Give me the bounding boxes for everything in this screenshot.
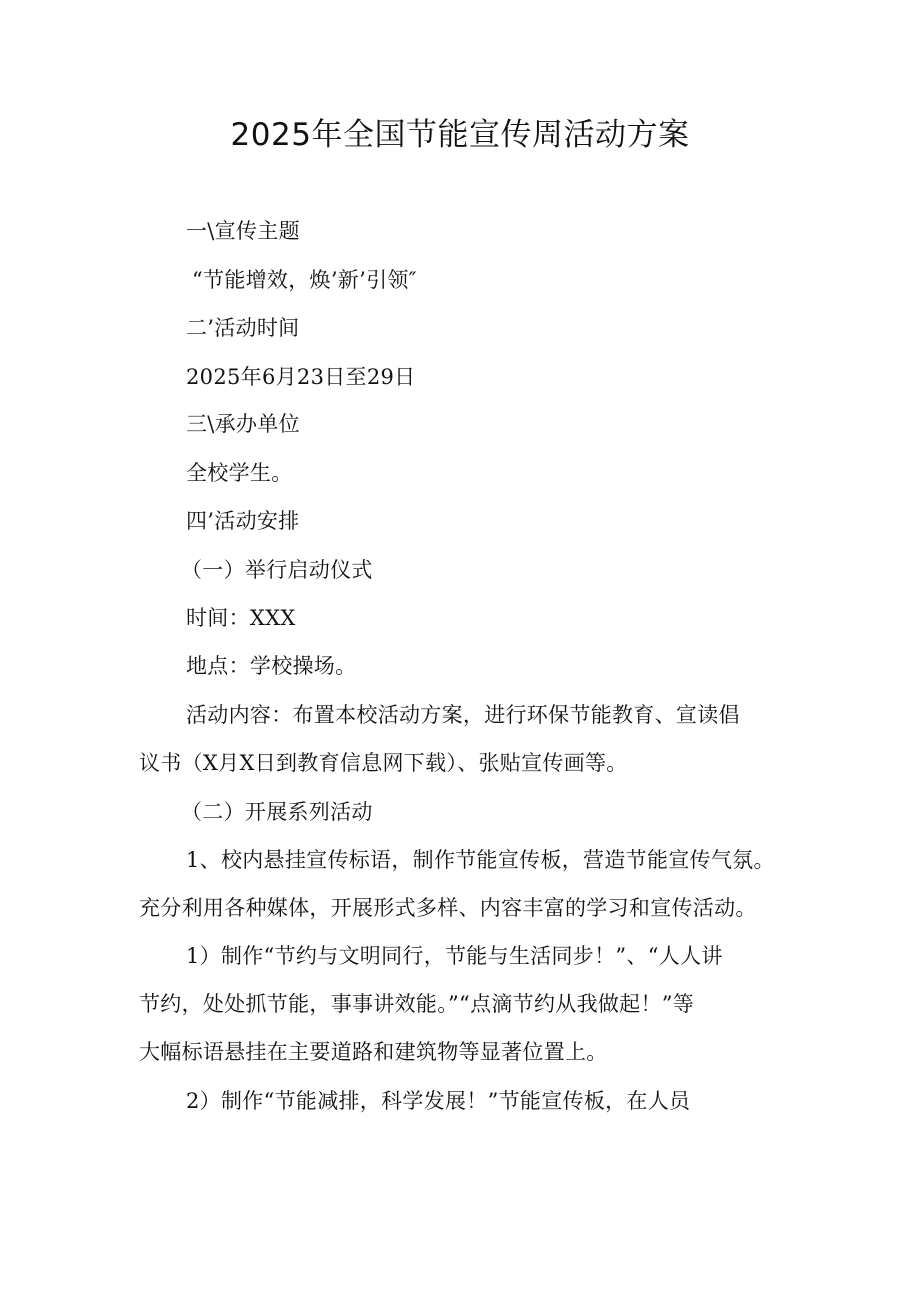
paragraph-line: 大幅标语悬挂在主要道路和建筑物等显著位置上。 [139, 1040, 608, 1064]
paragraph-line: 1）制作“节约与文明同行，节能与生活同步！”、“人人讲 [186, 944, 723, 968]
ceremony-time: 时间：XXX [186, 606, 296, 630]
paragraph-line: 1、校内悬挂宣传标语，制作节能宣传板，营造节能宣传气氛。 [186, 848, 775, 872]
theme-slogan: “节能增效，焕’新’引领″ [192, 268, 417, 292]
paragraph-line: 议书（X月X日到教育信息网下载）、张贴宣传画等。 [139, 751, 628, 775]
ceremony-location: 地点：学校操场。 [186, 654, 357, 678]
event-date: 2025年6月23日至29日 [186, 365, 416, 389]
section-heading-schedule: 四’活动安排 [186, 509, 300, 533]
subheading-launch-ceremony: （一）举行启动仪式 [181, 558, 373, 582]
paragraph-line: 充分利用各种媒体，开展形式多样、内容丰富的学习和宣传活动。 [139, 896, 757, 920]
section-heading-theme: 一\宣传主题 [186, 219, 300, 243]
paragraph-line: 活动内容：布置本校活动方案，进行环保节能教育、宣读倡 [186, 703, 740, 727]
section-heading-organizer: 三\承办单位 [186, 412, 300, 436]
document-title: 2025年全国节能宣传周活动方案 [230, 117, 690, 153]
section-heading-time: 二’活动时间 [186, 316, 300, 340]
subheading-activities: （二）开展系列活动 [181, 800, 373, 824]
paragraph-line: 2）制作“节能减排，科学发展！”节能宣传板，在人员 [186, 1089, 691, 1113]
organizer-text: 全校学生。 [186, 461, 293, 485]
paragraph-line: 节约，处处抓节能，事事讲效能。”“点滴节约从我做起！”等 [139, 992, 695, 1016]
